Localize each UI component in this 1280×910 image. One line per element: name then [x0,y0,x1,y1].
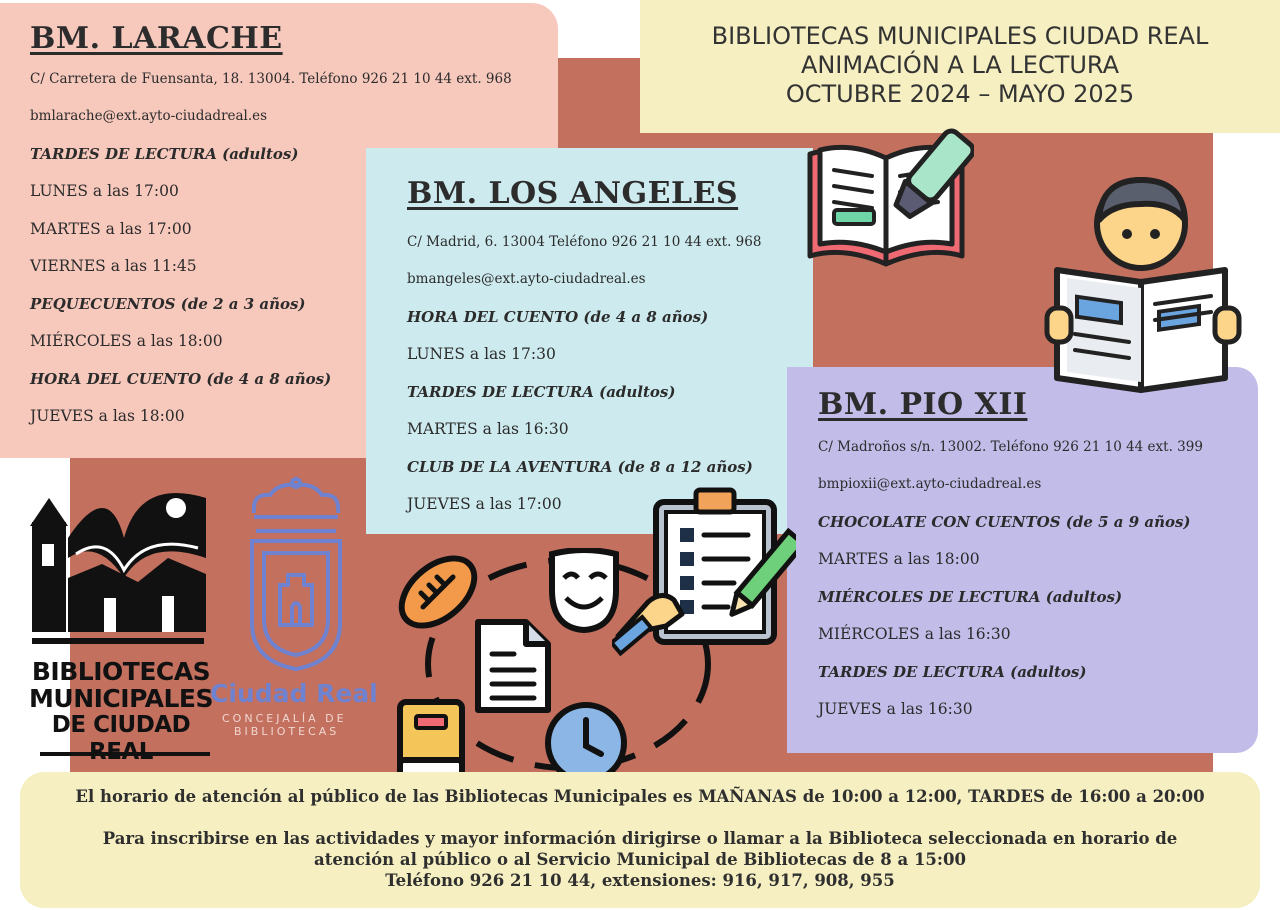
footer-info-2: atención al público o al Servicio Municipal de Bibliotecas de 8 a 15:00 [314,850,966,869]
pio-schedule [818,503,1258,728]
schedule-time: MARTES a las 17:00 [30,219,192,238]
ciudad-real-logo [210,475,382,738]
activity-title: PEQUECUENTOS (de 2 a 3 años) [30,294,306,313]
theater-mask-icon [548,548,620,634]
ciudad-real-sub-2: BIBLIOTECAS [234,725,340,738]
checklist-icon [612,486,796,662]
activity-title: HORA DEL CUENTO (de 4 a 8 años) [30,369,332,388]
activity-title: TARDES DE LECTURA (adultos) [818,662,1087,681]
schedule-time: MARTES a las 16:30 [407,420,569,439]
library-building-icon [28,478,210,646]
angeles-panel [366,148,813,534]
ciudad-real-name: Ciudad Real [210,679,378,708]
header-line-3: OCTUBRE 2024 – MAYO 2025 [785,80,1135,108]
header-line-1: BIBLIOTECAS MUNICIPALES CIUDAD REAL [711,22,1209,50]
bm-logo-line-3: DE CIUDAD [51,712,191,738]
bibliotecas-municipales-logo [28,478,214,766]
larache-email[interactable]: bmlarache@ext.ayto-ciudadreal.es [30,108,268,125]
larache-address: C/ Carretera de Fuensanta, 18. 13004. Teléfono 926 21 10 44 ext. 968 [30,70,512,87]
book-highlighter-icon [804,124,974,274]
footer-hours: El horario de atención al público de las Bibliotecas Municipales es MAÑANAS de 10:00 a 12:00, TARDES de 16:00 a 20:00 [75,787,1205,806]
pio-panel [787,367,1258,753]
footer-phone: Teléfono 926 21 10 44, extensiones: 916, 917, 908, 955 [385,871,895,890]
pio-title: BM. PIO XII [818,387,1028,422]
angeles-title: BM. LOS ANGELES [407,176,739,211]
footer-info-box [20,772,1260,908]
activity-title: CLUB DE LA AVENTURA (de 8 a 12 años) [407,457,753,476]
pio-email[interactable]: bmpioxii@ext.ayto-ciudadreal.es [818,476,1042,493]
header-title-box [640,0,1280,133]
pio-address: C/ Madroños s/n. 13002. Teléfono 926 21 10 44 ext. 399 [818,438,1203,455]
schedule-time: LUNES a las 17:30 [407,345,556,364]
activity-title: MIÉRCOLES DE LECTURA (adultos) [818,587,1123,606]
activity-title: HORA DEL CUENTO (de 4 a 8 años) [407,307,709,326]
larache-title: BM. LARACHE [30,21,283,56]
footer-info-1: Para inscribirse en las actividades y mayor información dirigirse o llamar a la Biblioteca seleccionada en horario de [102,829,1178,848]
activity-title: CHOCOLATE CON CUENTOS (de 5 a 9 años) [818,512,1191,531]
coat-of-arms-icon [212,475,382,675]
activity-title: TARDES DE LECTURA (adultos) [30,144,299,163]
schedule-time: JUEVES a las 17:00 [407,495,562,514]
angeles-email[interactable]: bmangeles@ext.ayto-ciudadreal.es [407,271,646,288]
schedule-time: JUEVES a las 18:00 [30,407,185,426]
schedule-time: VIERNES a las 11:45 [30,257,197,276]
activity-title: TARDES DE LECTURA (adultos) [407,382,676,401]
schedule-time: MARTES a las 18:00 [818,550,980,569]
schedule-time: MIÉRCOLES a las 16:30 [818,625,1011,644]
ciudad-real-sub-1: CONCEJALÍA DE [222,712,347,725]
football-icon [393,547,483,637]
header-line-2: ANIMACIÓN A LA LECTURA [800,51,1120,79]
schedule-time: LUNES a las 17:00 [30,182,179,201]
document-icon [472,618,552,714]
angeles-address: C/ Madrid, 6. 13004 Teléfono 926 21 10 44 ext. 968 [407,233,762,250]
bm-logo-line-2: MUNICIPALES [29,684,213,713]
schedule-time: JUEVES a las 16:30 [818,700,973,719]
bm-logo-line-1: BIBLIOTECAS [31,657,211,686]
schedule-time: MIÉRCOLES a las 18:00 [30,332,223,351]
newspaper-reader-icon [1043,172,1248,397]
